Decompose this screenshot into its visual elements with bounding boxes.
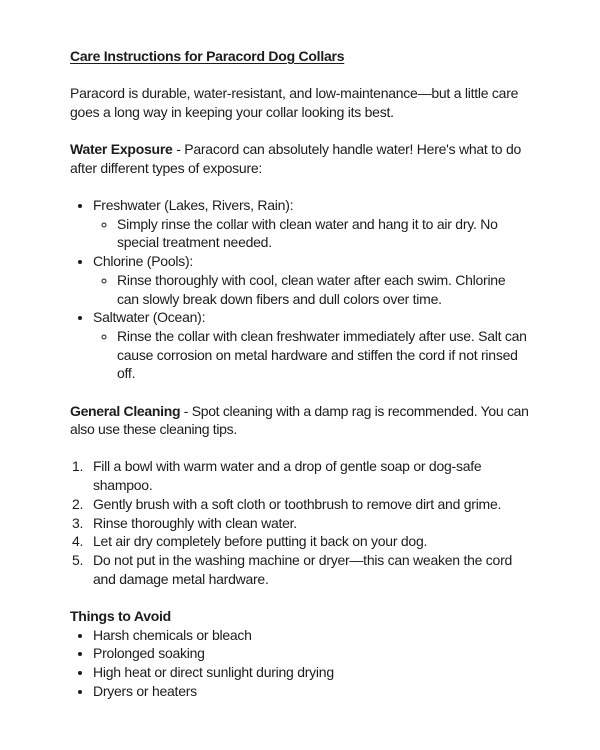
cleaning-step: Do not put in the washing machine or dryer—this can weaken the cord and damage metal hardware. [93, 551, 513, 587]
things-to-avoid-heading: Things to Avoid [70, 607, 171, 624]
cleaning-step: Let air dry completely before putting it back on your dog. [93, 533, 428, 550]
freshwater-sub-list [93, 215, 530, 252]
list-item-chlorine [93, 252, 530, 308]
water-exposure-text: - Paracord can absolutely handle water! Here's what to do after different types of exposure: [70, 141, 522, 176]
cleaning-step: Fill a bowl with warm water and a drop of gentle soap or dog-safe shampoo. [93, 458, 482, 494]
water-exposure-paragraph [70, 140, 530, 177]
avoid-item: • Prolonged soaking [93, 644, 530, 663]
cleaning-steps-list [70, 457, 530, 588]
avoid-item: • Harsh chemicals or bleach [93, 626, 530, 645]
chlorine-sub-list [93, 271, 530, 308]
things-to-avoid-list [70, 626, 530, 701]
water-exposure-list [70, 196, 530, 383]
list-item-label: Freshwater (Lakes, Rivers, Rain): [93, 197, 294, 214]
water-exposure-heading: Water Exposure [70, 141, 173, 158]
document-title: Care Instructions for Paracord Dog Collars [70, 48, 345, 64]
avoid-item: • High heat or direct sunlight during drying [93, 663, 530, 682]
cleaning-step: Gently brush with a soft cloth or toothbrush to remove dirt and grime. [93, 495, 502, 512]
sub-list-item: ◦ Simply rinse the collar with clean water and hang it to air dry. No special treatment needed. [117, 215, 530, 252]
list-item-label: Chlorine (Pools): [93, 253, 194, 270]
general-cleaning-paragraph [70, 402, 530, 439]
general-cleaning-heading: General Cleaning [70, 402, 181, 419]
list-item-saltwater [93, 308, 530, 383]
list-item-label: Saltwater (Ocean): [93, 309, 206, 326]
cleaning-step: Rinse thoroughly with clean water. [93, 514, 297, 531]
list-item-freshwater [93, 196, 530, 252]
saltwater-sub-list [93, 327, 530, 383]
general-cleaning-text: - Spot cleaning with a damp rag is recommended. You can also use these cleaning tips. [70, 402, 529, 438]
sub-list-item: ◦ Rinse thoroughly with cool, clean water after each swim. Chlorine can slowly break down fibers and dull colors over time. [117, 271, 530, 308]
intro-paragraph: Paracord is durable, water-resistant, and low-maintenance—but a little care goes a long way in keeping your collar looking its best. [70, 85, 519, 120]
sub-list-item: ◦ Rinse the collar with clean freshwater immediately after use. Salt can cause corrosion on metal hardware and stiffen the cord if not rinsed off. [117, 327, 530, 383]
avoid-item: • Dryers or heaters [93, 682, 530, 701]
